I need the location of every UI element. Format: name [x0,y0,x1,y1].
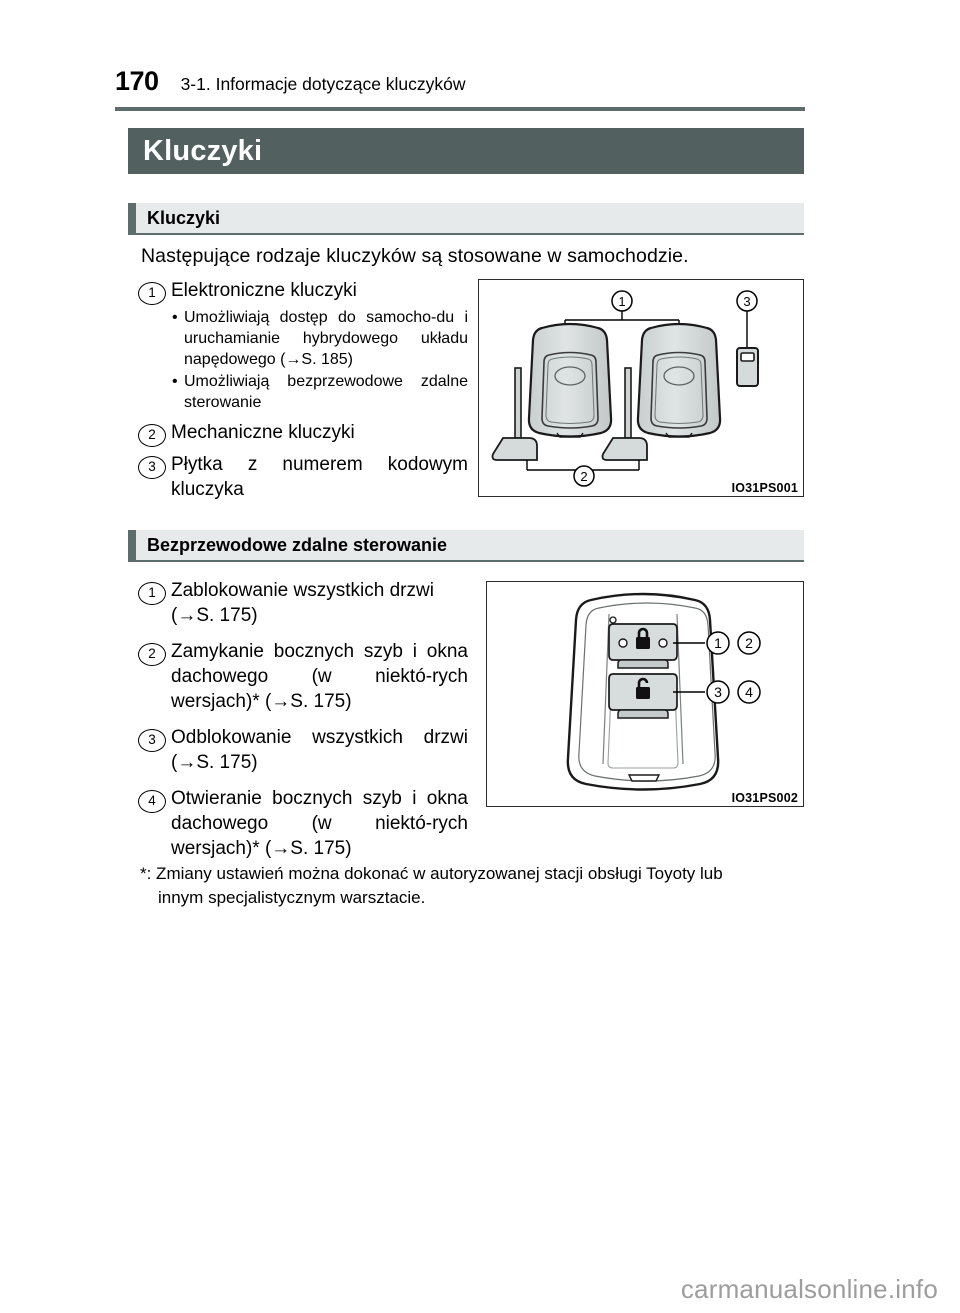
figure-1-illustration [479,280,801,494]
section-header-kluczyki [128,203,804,235]
callout-number: 3 [138,729,166,752]
section-heading-label: Bezprzewodowe zdalne sterowanie [147,535,448,555]
callout-number: 2 [138,424,166,447]
running-head [115,68,815,102]
bullet-item [172,371,468,413]
svg-text:4: 4 [745,684,753,700]
list-item-label: Elektroniczne kluczyki [171,280,357,301]
svg-text:2: 2 [580,469,588,484]
header-rule [115,107,805,111]
callout-number: 1 [138,282,166,305]
list-item [138,639,468,714]
bullet-text: Umożliwiają dostęp do samocho-du i uruchamianie hybrydowego układu napędowego (→S. 185) [184,309,468,368]
bullet-dot: • [172,309,178,326]
figure-id-label: IO31PS002 [731,791,798,805]
list-item [138,278,468,305]
list-item-label: Zablokowanie wszystkich drzwi (→S. 175) [171,580,434,626]
lock-button-graphic [609,624,677,668]
section-header-remote [128,530,804,562]
figure-remote-control [486,581,804,807]
section-1-list [138,278,468,504]
page-title: Kluczyki [143,134,263,167]
list-item [138,786,468,861]
figure-id-label: IO31PS001 [731,481,798,495]
list-item-label: Odblokowanie wszystkich drzwi (→S. 175) [171,727,468,773]
footnote [140,862,812,910]
svg-text:3: 3 [714,684,722,700]
footnote-line-1: *: Zmiany ustawień można dokonać w autoryzowanej stacji obsługi Toyoty lub [140,864,723,883]
list-item [138,452,468,502]
bullet-item [172,307,468,370]
section-heading-label: Kluczyki [147,208,221,228]
list-item-label: Otwieranie bocznych szyb i okna dachowego (w niektó-rych wersjach)* (→S. 175) [171,788,468,859]
section-accent-bar [128,203,136,233]
svg-text:1: 1 [618,294,626,309]
callout-number: 2 [138,643,166,666]
page-number: 170 [115,66,159,96]
list-item-label: Zamykanie bocznych szyb i okna dachowego (w niektó-rych wersjach)* (→S. 175) [171,641,468,712]
unlock-button-graphic [609,674,677,718]
list-item [138,578,468,628]
page-title-bar [128,128,804,174]
chapter-title: 3-1. Informacje dotyczące kluczyków [180,74,466,94]
section-accent-bar [128,530,136,560]
list-item-label: Mechaniczne kluczyki [171,422,355,443]
list-item [138,420,468,447]
bullet-text: Umożliwiają bezprzewodowe zdalne sterowanie [184,373,468,411]
section-1-bullets [172,307,468,413]
figure-electronic-keys [478,279,804,497]
svg-text:2: 2 [745,635,753,651]
callout-number: 3 [138,456,166,479]
svg-text:3: 3 [743,294,751,309]
section-2-list [138,578,468,872]
footnote-line-2: innym specjalistycznym warsztacie. [158,888,426,907]
section-1-intro: Następujące rodzaje kluczyków są stosowane w samochodzie. [141,245,689,267]
figure-2-illustration [487,582,801,804]
list-item-label: Płytka z numerem kodowym kluczyka [171,454,468,500]
bullet-dot: • [172,373,178,390]
list-item [138,725,468,775]
callout-number: 1 [138,582,166,605]
callout-number: 4 [138,790,166,813]
svg-text:1: 1 [714,635,722,651]
watermark: carmanualsonline.info [680,1274,938,1304]
